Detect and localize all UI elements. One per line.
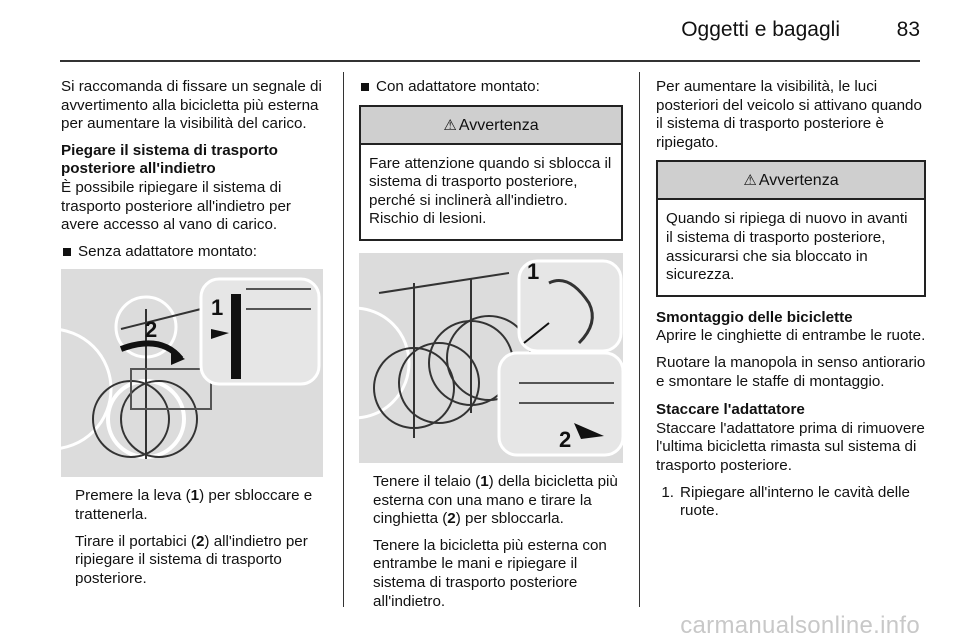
body-paragraph: Aprire le cinghiette di entrambe le ruote.: [656, 327, 926, 345]
body-paragraph: Ruotare la manopola in senso antiorario e smontare le staffe di montaggio.: [656, 353, 926, 390]
figure-label-1: 1: [211, 295, 224, 321]
body-paragraph: È possibile ripiegare il sistema di trasporto posteriore all'indietro per avere accesso al vano di carico.: [61, 178, 291, 234]
column-3: [656, 78, 926, 521]
bullet-square-icon: [361, 83, 369, 91]
figure-bike-rack-no-adapter: [61, 269, 323, 477]
instruction-text: Tenere il telaio (: [373, 472, 481, 490]
page-header: [0, 0, 960, 62]
instruction-text: ) per sbloccare e trattenerla.: [75, 487, 313, 523]
bike-rack-illustration: [61, 269, 323, 477]
step-text: Ripiegare all'interno le cavità delle ruote.: [680, 483, 911, 520]
warning-box: [359, 105, 623, 241]
ref-number: 1: [480, 472, 489, 490]
numbered-step: [656, 484, 926, 521]
ref-number: 2: [195, 532, 205, 550]
instruction-text: ) della bicicletta più esterna con una mano e tirare la cinghietta (: [373, 472, 618, 528]
instruction-text: Tirare il portabici (: [75, 532, 196, 550]
bike-rack-adapter-illustration: [359, 253, 623, 463]
step-number: 1.: [661, 483, 674, 501]
section-heading: Piegare il sistema di trasporto posteriore all'indietro: [61, 141, 278, 178]
warning-header: [361, 107, 621, 145]
bullet-text: Con adattatore montato:: [376, 78, 540, 95]
warning-box: [656, 160, 926, 296]
figure-bike-rack-with-adapter: [359, 253, 623, 463]
bullet-item: [359, 78, 623, 97]
column-divider-2: [639, 72, 640, 607]
warning-header: [658, 162, 924, 200]
warning-text: Quando si ripiega di nuovo in avanti il sistema di trasporto posteriore, assicurarsi che sia bloccato in sicurezza.: [666, 210, 908, 284]
instruction-paragraph-2: [61, 533, 327, 589]
column-1: [61, 78, 327, 596]
ref-number: 2: [447, 510, 456, 528]
intro-paragraph: Si raccomanda di fissare un segnale di avvertimento alla bicicletta più esterna per aumentare la visibilità del carico.: [61, 78, 322, 133]
bullet-square-icon: [63, 248, 71, 256]
page-number: 83: [896, 18, 920, 41]
header-rule: [60, 60, 920, 62]
warning-triangle-icon: ⚠: [443, 116, 457, 134]
figure-label-2: 2: [559, 426, 572, 452]
figure-label-1: 1: [527, 258, 540, 284]
page-title: Oggetti e bagagli: [681, 18, 840, 41]
section-heading: Staccare l'adattatore: [656, 401, 805, 419]
instruction-text: ) per sbloccarla.: [455, 510, 564, 528]
column-2: [359, 78, 623, 619]
body-paragraph: Staccare l'adattatore prima di rimuovere l'ultima bicicletta rimasta sul sistema di trasporto posteriore.: [656, 419, 925, 474]
warning-text: Fare attenzione quando si sblocca il sistema di trasporto posteriore, perché si inclinerà all'indietro. Rischio di lesioni.: [369, 154, 612, 228]
instruction-text: ) all'indietro per ripiegare il sistema di trasporto posteriore.: [75, 532, 308, 587]
bullet-text: Senza adattatore montato:: [78, 242, 257, 260]
instruction-paragraph-1: [359, 473, 623, 529]
ref-number: 1: [190, 487, 200, 505]
intro-paragraph: Per aumentare la visibilità, le luci posteriori del veicolo si attivano quando il sistema di trasporto posteriore è ripiegato.: [656, 78, 922, 151]
instruction-paragraph-2: Tenere la bicicletta più esterna con entrambe le mani e ripiegare il sistema di trasporto posteriore all'indietro.: [373, 536, 607, 610]
warning-title: Avvertenza: [758, 172, 839, 190]
figure-label-2: 2: [145, 317, 158, 343]
instruction-text: Premere la leva (: [75, 487, 191, 505]
column-divider-1: [343, 72, 344, 607]
bullet-item: [61, 243, 327, 262]
watermark: carmanualsonline.info: [680, 612, 920, 639]
warning-triangle-icon: ⚠: [743, 172, 757, 190]
instruction-paragraph-1: [61, 487, 327, 524]
warning-title: Avvertenza: [458, 116, 539, 134]
section-heading: Smontaggio delle biciclette: [656, 308, 853, 326]
